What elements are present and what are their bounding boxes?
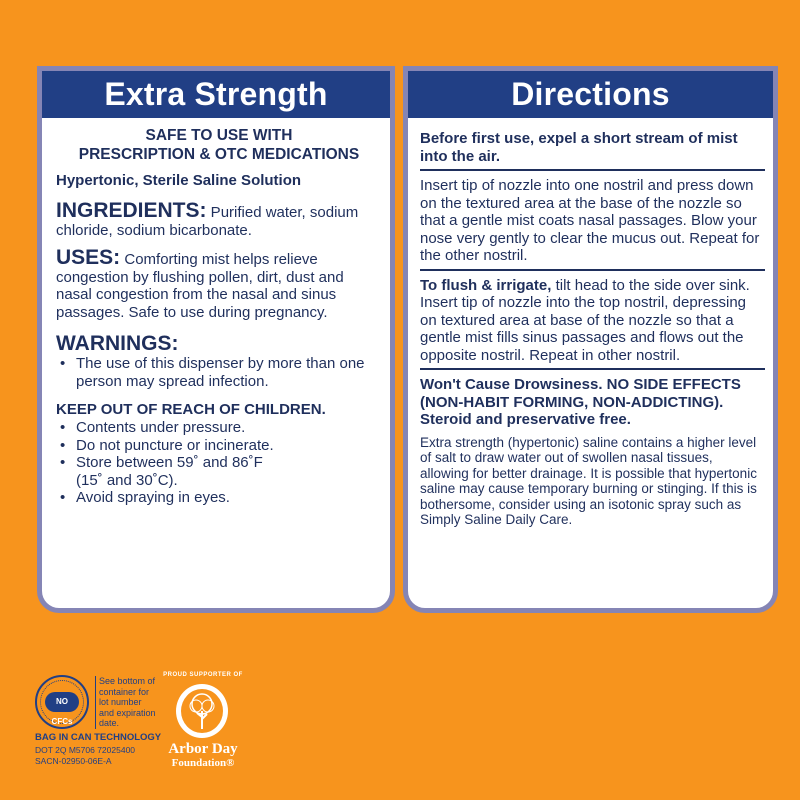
- ingredients-text: Purified water, sodium chloride, sodium bicarbonate.: [56, 204, 359, 239]
- warnings-label: WARNINGS:: [56, 332, 179, 355]
- sacn-code: SACN-02950-06E-A: [35, 756, 112, 766]
- dot-code: DOT 2Q M5706 72025400: [35, 745, 136, 755]
- tree-icon: [176, 684, 228, 738]
- warnings-list: [56, 355, 382, 390]
- directions-panel: [403, 66, 778, 613]
- extra-strength-panel: [37, 66, 395, 613]
- ingredients-label: INGREDIENTS:: [56, 199, 207, 222]
- insert-tip-instruction: Insert tip of nozzle into one nostril and press down on the textured area at the base of the nozzle so that a gentle mist coats nasal passages. Blow your nose very gently to clear the mucus out. Repeat for the other nostril.: [420, 171, 765, 271]
- warning-item: • The use of this dispenser by more than one person may spread infection.: [56, 355, 382, 390]
- flush-irrigate-instruction: [420, 271, 765, 371]
- keep-out-item: • Store between 59˚ and 86˚F (15˚ and 30˚C).: [56, 454, 266, 489]
- ingredients-section: [56, 199, 382, 239]
- hypertonic-note: Extra strength (hypertonic) saline contains a higher level of salt to draw water out of swollen nasal tissues, allowing for better drainage. It is possible that hypertonic saline may cause temporary burning or stinging. If this is bothersome, consider using an isotonic spray such as Simply Saline Daily Care.: [420, 434, 757, 528]
- uses-text: Comforting mist helps relieve congestion by flushing pollen, dirt, dust and nasal congestion from the nasal and sinus passages. Safe to use during pregnancy.: [56, 251, 344, 321]
- arbor-day-name: [158, 742, 248, 769]
- uses-label: USES:: [56, 246, 121, 269]
- no-cfc-label: NO CFCs: [45, 692, 79, 712]
- bag-in-can-label: BAG IN CAN TECHNOLOGY: [35, 732, 162, 743]
- solution-subtitle: Hypertonic, Sterile Saline Solution: [56, 172, 302, 189]
- arbor-day-logo: [158, 670, 248, 776]
- flush-irrigate-text: tilt head to the side over sink. Insert tip of nozzle into the top nostril, depressing on textured area at base of the nozzle so that a gentle mist fills sinus passages and flows out the opposite nostril. Repeat in other nostril.: [420, 276, 750, 364]
- arbor-day-name-line-2: Foundation®: [171, 757, 235, 769]
- uses-section: [56, 246, 382, 321]
- drowsiness-section: [420, 370, 765, 532]
- first-use-instruction: Before first use, expel a short stream of mist into the air.: [420, 124, 765, 171]
- arbor-day-name-line-1: Arbor Day: [168, 741, 238, 757]
- see-bottom-note: See bottom of container for lot number and expiration date.: [95, 676, 159, 729]
- directions-title: Directions: [408, 71, 773, 118]
- no-side-effects-heading: Won't Cause Drowsiness. NO SIDE EFFECTS (NON-HABIT FORMING, NON-ADDICTING). Steroid and preservative free.: [420, 376, 741, 428]
- directions-panel-inner: [408, 71, 773, 608]
- flush-irrigate-label: To flush & irrigate,: [420, 276, 552, 294]
- keep-out-item: • Do not puncture or incinerate.: [56, 437, 382, 455]
- directions-body: [408, 118, 773, 532]
- keep-out-of-reach-label: KEEP OUT OF REACH OF CHILDREN.: [56, 401, 326, 418]
- safe-to-use-line-1: SAFE TO USE WITH: [145, 127, 293, 144]
- keep-out-list: [56, 419, 382, 507]
- extra-strength-body: [42, 118, 390, 507]
- safe-to-use-line-2: PRESCRIPTION & OTC MEDICATIONS: [78, 146, 360, 163]
- keep-out-item: • Avoid spraying in eyes.: [56, 489, 382, 507]
- proud-supporter-text: PROUD SUPPORTER OF: [163, 672, 243, 678]
- keep-out-item: • Contents under pressure.: [56, 419, 382, 437]
- no-cfc-badge-icon: [35, 675, 89, 729]
- extra-strength-panel-inner: [42, 71, 390, 608]
- extra-strength-title: Extra Strength: [42, 71, 390, 118]
